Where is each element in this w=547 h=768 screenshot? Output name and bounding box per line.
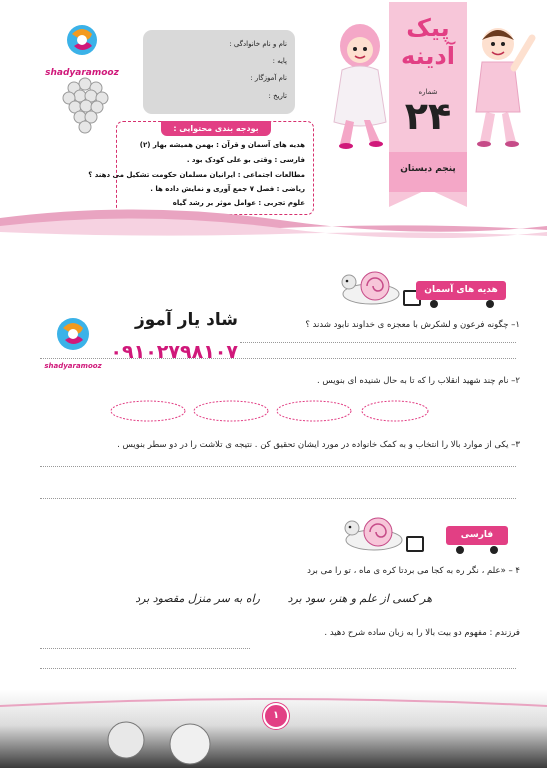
student-grade-label: پایه :	[272, 57, 287, 65]
question-2: ۲– نام چند شهید انقلاب را که تا به حال شنیده ای بنویس .	[317, 376, 520, 386]
brand-logo-text: shadyaramooz	[45, 68, 119, 78]
brand-stamp	[38, 310, 238, 380]
stamp-logo-icon	[38, 310, 108, 360]
question-4: ۴ – «علم ، نگر ره به کجا می بردتا کره ی ماه ، تو را می برد	[307, 566, 520, 576]
answer-line	[240, 342, 516, 343]
page-number: ۱	[263, 703, 289, 729]
stamp-title: شاد یار آموز	[134, 310, 238, 330]
budget-item: علوم تجربی : عوامل موثر بر رشد گیاه	[172, 199, 305, 207]
budget-item: ریاضی : فصل ۷ جمع آوری و نمایش داده ها .	[150, 185, 305, 193]
question-4-instruction: فرزندم : مفهوم دو بیت بالا را به زبان ساده شرح دهید .	[324, 628, 520, 638]
tag-wheel-icon	[490, 546, 498, 554]
girl-figure	[334, 24, 386, 149]
answer-line	[40, 358, 516, 359]
stamp-brand-text: shadyaramooz	[44, 362, 102, 370]
tag-wheel-icon	[456, 546, 464, 554]
question-3: ۳– یکی از موارد بالا را انتخاب و به کمک خانواده در مورد ایشان تحقیق کن . نتیجه ی تلاشت را در دو سطر بنویس .	[117, 440, 520, 450]
tag-wheel-icon	[430, 300, 438, 308]
footer-illustration	[0, 690, 547, 768]
banner-title	[389, 14, 467, 70]
answer-oval	[194, 401, 268, 421]
student-info-box	[143, 30, 295, 114]
answer-oval	[111, 401, 185, 421]
issue-number: ۲۴	[404, 94, 452, 138]
poem-left-hemistich: راه به سر منزل مقصود برد	[135, 592, 260, 605]
budget-item: فارسی : وقتی بو علی کودک بود .	[186, 156, 305, 164]
header-wave-divider	[0, 196, 547, 246]
answer-line	[40, 668, 516, 669]
answer-line	[40, 466, 516, 467]
banner-title-line2: آدینه	[401, 42, 455, 70]
student-name-label: نام و نام خانوادگی :	[229, 40, 287, 48]
answer-line	[40, 498, 516, 499]
snail-icon	[337, 266, 405, 310]
budget-item: مطالعات اجتماعی : ایرانیان مسلمان حکومت تشکیل می دهند ؟	[88, 171, 305, 179]
answer-oval	[362, 401, 428, 421]
grade-label: پنجم دبستان	[400, 164, 456, 174]
banner-title-line1: پیک	[406, 14, 450, 42]
issue-banner	[389, 2, 467, 212]
tag-wheel-icon	[486, 300, 494, 308]
date-label: تاریخ :	[268, 92, 287, 100]
answer-line	[40, 648, 250, 649]
brand-logo	[38, 20, 126, 78]
grapes-illustration-icon	[50, 74, 120, 136]
issue-number-label: شماره	[418, 88, 438, 96]
boy-figure	[476, 28, 532, 147]
section2-tag-clip	[406, 536, 424, 552]
snail-icon	[340, 512, 408, 556]
stamp-phone: ۰۹۱۰۲۷۹۸۱۰۷	[110, 341, 238, 363]
budget-item: هدیه های آسمان و قرآن : بهمن همیشه بهار (۲)	[139, 141, 305, 149]
content-budget-title: بودجه بندی محتوایی :	[161, 121, 271, 136]
section1-tag: هدیه های آسمان	[416, 281, 506, 300]
question-1: ۱– چگونه فرعون و لشکرش با معجزه ی خداوند نابود شدند ؟	[305, 320, 520, 330]
answer-oval	[277, 401, 351, 421]
teacher-name-label: نام آموزگار :	[250, 74, 287, 82]
brand-logo-icon	[38, 20, 126, 64]
poem-right-hemistich: هر کسی از علم و هنر، سود برد	[287, 592, 432, 605]
answer-ovals	[108, 399, 430, 423]
section2-tag: فارسی	[446, 526, 508, 545]
